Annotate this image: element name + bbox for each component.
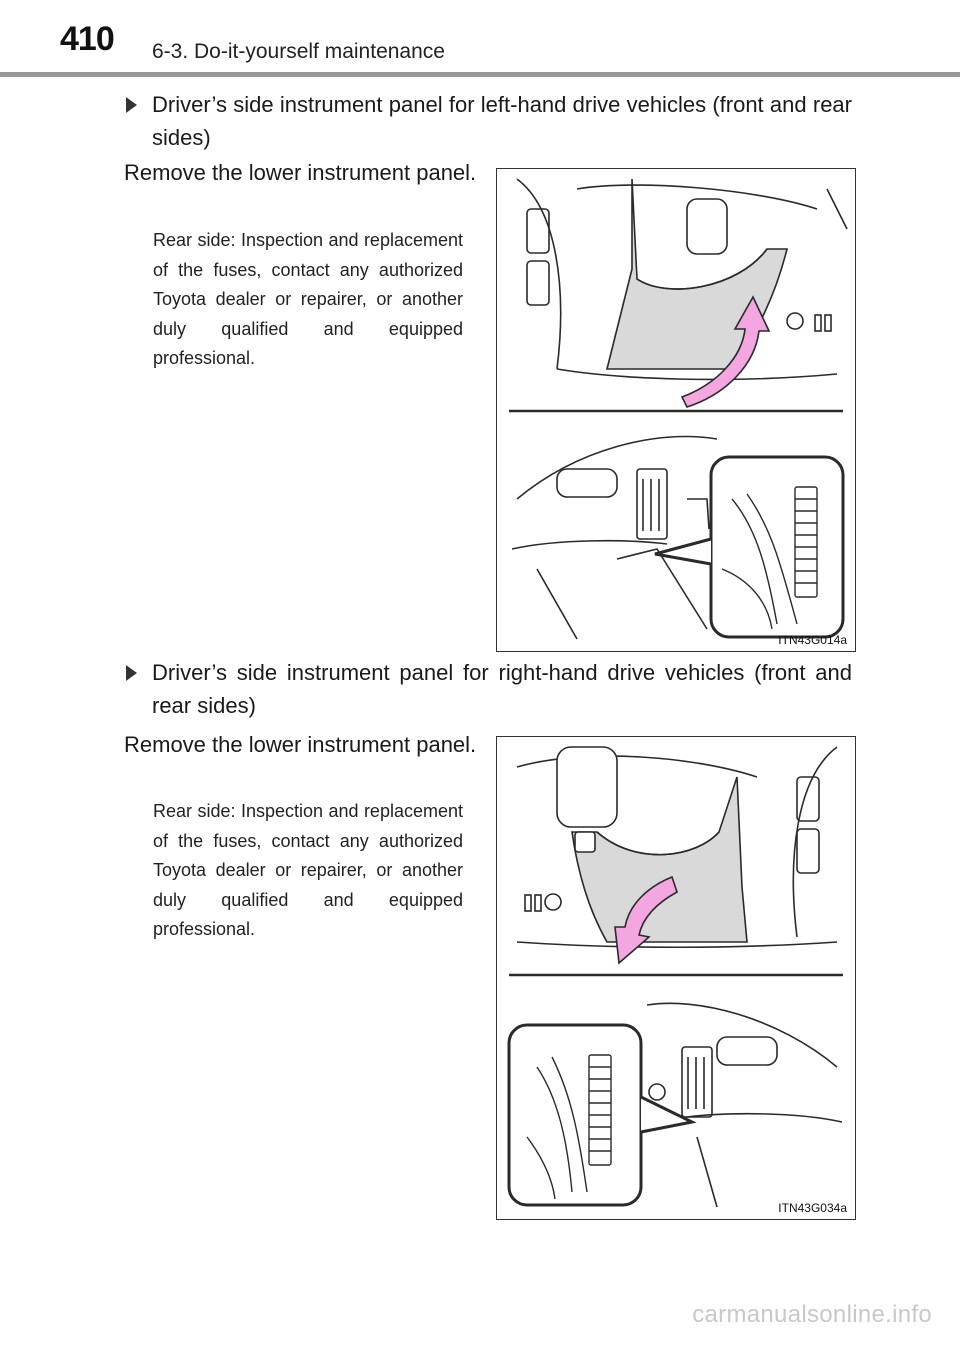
- section-title: 6-3. Do-it-yourself maintenance: [152, 40, 445, 63]
- page-number: 410: [60, 20, 114, 58]
- triangle-bullet-icon: [126, 97, 137, 113]
- figure-lhd-fuse-panel: [496, 168, 856, 652]
- triangle-bullet-icon: [126, 665, 137, 681]
- heading-text: Driver’s side instrument panel for right-hand drive vehicles (front and rear sides): [152, 660, 852, 718]
- illustration-rhd: [497, 737, 855, 1219]
- header-divider: [0, 72, 960, 77]
- bullet-heading-rhd: [132, 656, 852, 722]
- bullet-heading-lhd: [132, 88, 852, 154]
- note-text-lhd: Rear side: Inspection and replacement of the fuses, contact any authorized Toyota dealer or repairer, or another duly qualified and equipped professional.: [153, 230, 463, 368]
- figure-code: ITN43G034a: [778, 1201, 847, 1215]
- figure-code: ITN43G014a: [778, 633, 847, 647]
- note-text-rhd: Rear side: Inspection and replacement of the fuses, contact any authorized Toyota dealer or repairer, or another duly qualified and equipped professional.: [153, 801, 463, 939]
- step-text-rhd: Remove the lower instrument panel.: [124, 732, 477, 757]
- illustration-lhd: [497, 169, 855, 651]
- step-text-lhd: Remove the lower instrument panel.: [124, 160, 477, 185]
- watermark: carmanualsonline.info: [692, 1301, 932, 1328]
- figure-rhd-fuse-panel: [496, 736, 856, 1220]
- heading-text: Driver’s side instrument panel for left-hand drive vehicles (front and rear sides): [152, 92, 852, 150]
